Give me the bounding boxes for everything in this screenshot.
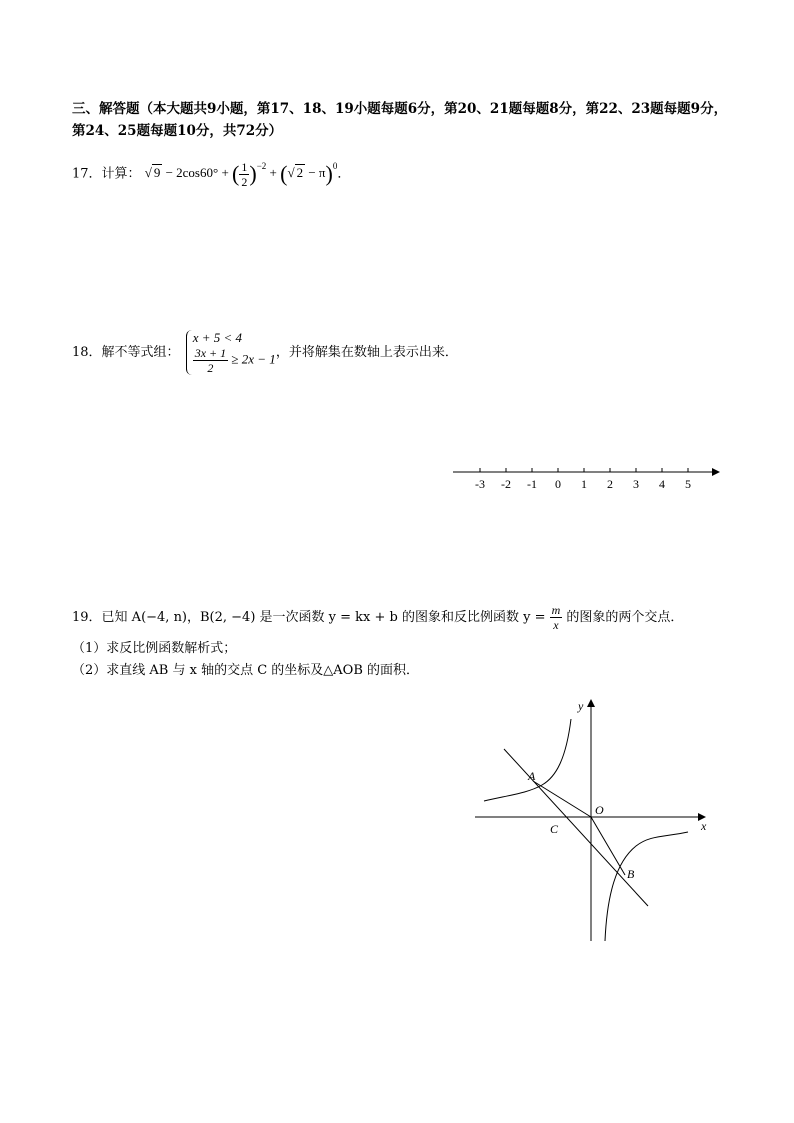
q19-stem-2: 的图象的两个交点． (562, 610, 684, 625)
number-line-tick-label: 5 (685, 477, 691, 491)
number-line-tick-label: -1 (527, 477, 537, 491)
number-line-tick-label: -3 (475, 477, 485, 491)
question-18 (72, 330, 458, 375)
section-heading: 三、解答题（本大题共9小题，第17、18、19小题每题6分，第20、21题每题8分，第22、23题每题9分，第24、25题每题10分，共72分） (72, 101, 728, 139)
q19-figure (470, 695, 720, 947)
line-ab (504, 749, 648, 906)
label-o: O (595, 803, 604, 817)
inequality-system (186, 330, 276, 375)
number-line (450, 460, 720, 500)
q19-stem-1: 19．已知 A(−4, n)，B(2, −4) 是一次函数 y = kx + b 的图象和反比例函数 y = (72, 610, 550, 625)
label-a: A (528, 769, 536, 783)
q17-end: ． (337, 166, 351, 182)
q19-part-1: （1）求反比例函数解析式； (72, 641, 237, 656)
hyperbola-branch-upper-left (484, 719, 571, 801)
q19-part-2: （2）求直线 AB 与 x 轴的交点 C 的坐标及△AOB 的面积． (72, 663, 420, 678)
number-line-tick-label: 1 (581, 477, 587, 491)
number-line-tick-label: 0 (555, 477, 561, 491)
inequality-2: $\frac{3x + 1}{2}$ ≥ 2x − 1 (194, 346, 276, 375)
question-17 (72, 160, 350, 189)
q17-expression: √ 9 − 2cos60° + ( $\frac{1}{2}$ )$^{-2}$ + (√ 2 − π)$^0$ (144, 160, 338, 189)
number-line-tick-label: 2 (607, 477, 613, 491)
label-c: C (550, 822, 559, 836)
number-line-arrow-icon (712, 468, 720, 476)
segment-ob (591, 817, 625, 875)
q17-prefix: 17．计算： (72, 166, 141, 182)
hyperbola-branch-lower-right (605, 832, 688, 941)
q19-fraction: $\frac{m}{x}$ (551, 603, 561, 632)
number-line-tick-label: -2 (501, 477, 511, 491)
q18-prefix: 18．解不等式组： (72, 345, 180, 360)
question-19 (72, 603, 683, 632)
label-y: y (578, 699, 584, 713)
y-axis-arrow-icon (587, 699, 595, 707)
q18-suffix: ，并将解集在数轴上表示出来． (275, 345, 458, 360)
number-line-tick-label: 4 (659, 477, 665, 491)
label-x: x (701, 819, 707, 833)
label-b: B (627, 867, 635, 881)
number-line-tick-label: 3 (633, 477, 639, 491)
number-line-ticks (475, 468, 691, 491)
inequality-1: x + 5 < 4 (192, 330, 243, 345)
